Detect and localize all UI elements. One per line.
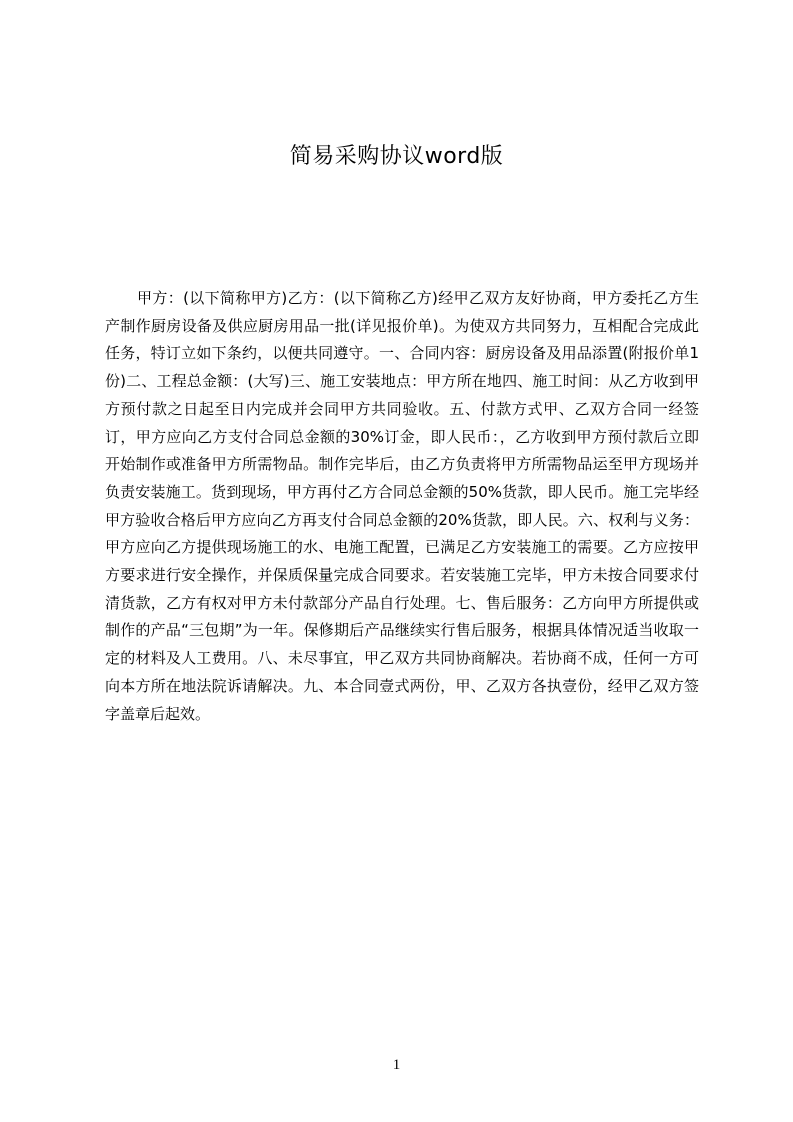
document-title: 简易采购协议word版	[289, 144, 504, 169]
document-body-paragraph: 甲方：(以下简称甲方)乙方：(以下简称乙方)经甲乙双方友好协商，甲方委托乙方生产制作厨房设备及供应厨房用品一批(详见报价单)。为使双方共同努力，互相配合完成此任务，特订立如下条约，以便共同遵守。一、合同内容：厨房设备及用品添置(附报价单1份)二、工程总金额：(大写)三、施工安装地点：甲方所在地四、施工时间：从乙方收到甲方预付款之日起至日内完成并会同甲方共同验收。五、付款方式甲、乙双方合同一经签订，甲方应向乙方支付合同总金额的30%订金，即人民币：，乙方收到甲方预付款后立即开始制作或准备甲方所需物品。制作完毕后，由乙方负责将甲方所需物品运至甲方现场并负责安装施工。货到现场，甲方再付乙方合同总金额的50%货款，即人民币。施工完毕经甲方验收合格后甲方应向乙方再支付合同总金额的20%货款，即人民。六、权利与义务：甲方应向乙方提供现场施工的水、电施工配置，已满足乙方安装施工的需要。乙方应按甲方要求进行安全操作，并保质保量完成合同要求。若安装施工完毕，甲方未按合同要求付清货款，乙方有权对甲方未付款部分产品自行处理。七、售后服务：乙方向甲方所提供或制作的产品“三包期”为一年。保修期后产品继续实行售后服务，根据具体情况适当收取一定的材料及人工费用。八、未尽事宜，甲乙双方共同协商解决。若协商不成，任何一方可向本方所在地法院诉请解决。九、本合同壹式两份，甲、乙双方各执壹份，经甲乙双方签字盖章后起效。	[105, 289, 699, 723]
page-number: 1	[392, 1057, 401, 1073]
